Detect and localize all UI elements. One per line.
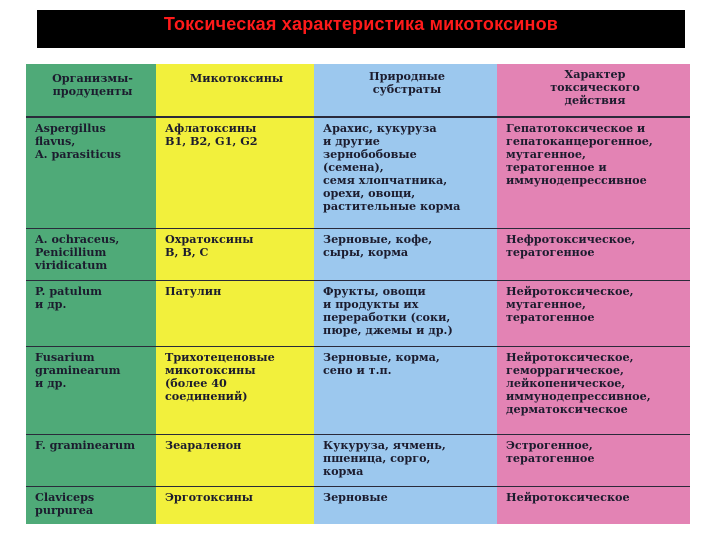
cell-substrate: Фрукты, овощи и продукты их переработки (соки, пюре, джемы и др.) <box>314 280 497 346</box>
cell-action: Нейротоксическое, мутагенное, тератогенное <box>497 280 690 346</box>
cell-producer: P. patulum и др. <box>26 280 156 346</box>
cell-action: Эстрогенное, тератогенное <box>497 434 690 486</box>
slide-title: Токсическая характеристика микотоксинов <box>163 14 559 34</box>
cell-action: Нейротоксическое, геморрагическое, лейкопеническое, иммунодепрессивное, дерматоксическое <box>497 346 690 434</box>
cell-action: Гепатотоксическое и гепатоканцерогенное, мутагенное, тератогенное и иммунодепрессивное <box>497 116 690 228</box>
cell-substrate: Кукуруза, ячмень, пшеница, сорго, корма <box>314 434 497 486</box>
header-producers: Организмы- продуценты <box>52 71 133 98</box>
slide-title-bar <box>37 10 685 48</box>
cell-toxin: Зеараленон <box>156 434 314 486</box>
header-action: Характер токсического действия <box>550 67 640 107</box>
cell-producer: Claviceps purpurea <box>26 486 156 524</box>
cell-producer: F. graminearum <box>26 434 156 486</box>
mycotoxin-table <box>26 64 690 524</box>
header-toxins: Микотоксины <box>189 71 284 85</box>
cell-action: Нейротоксическое <box>497 486 690 524</box>
cell-toxin: Эрготоксины <box>156 486 314 524</box>
cell-substrate: Арахис, кукуруза и другие зернобобовые (семена), семя хлопчатника, орехи, овощи, растительные корма <box>314 116 497 228</box>
cell-toxin: Трихотеценовые микотоксины (более 40 соединений) <box>156 346 314 434</box>
header-substrates: Природные субстраты <box>369 69 445 96</box>
cell-toxin: Афлатоксины B1, B2, G1, G2 <box>156 116 314 228</box>
cell-producer: A. ochraceus, Penicillium viridicatum <box>26 228 156 280</box>
cell-producer: Fusarium graminearum и др. <box>26 346 156 434</box>
cell-toxin: Охратоксины B, B, C <box>156 228 314 280</box>
cell-action: Нефротоксическое, тератогенное <box>497 228 690 280</box>
cell-substrate: Зерновые <box>314 486 497 524</box>
cell-substrate: Зерновые, корма, сено и т.п. <box>314 346 497 434</box>
cell-toxin: Патулин <box>156 280 314 346</box>
cell-producer: Aspergillus flavus, A. parasiticus <box>26 116 156 228</box>
cell-substrate: Зерновые, кофе, сыры, корма <box>314 228 497 280</box>
